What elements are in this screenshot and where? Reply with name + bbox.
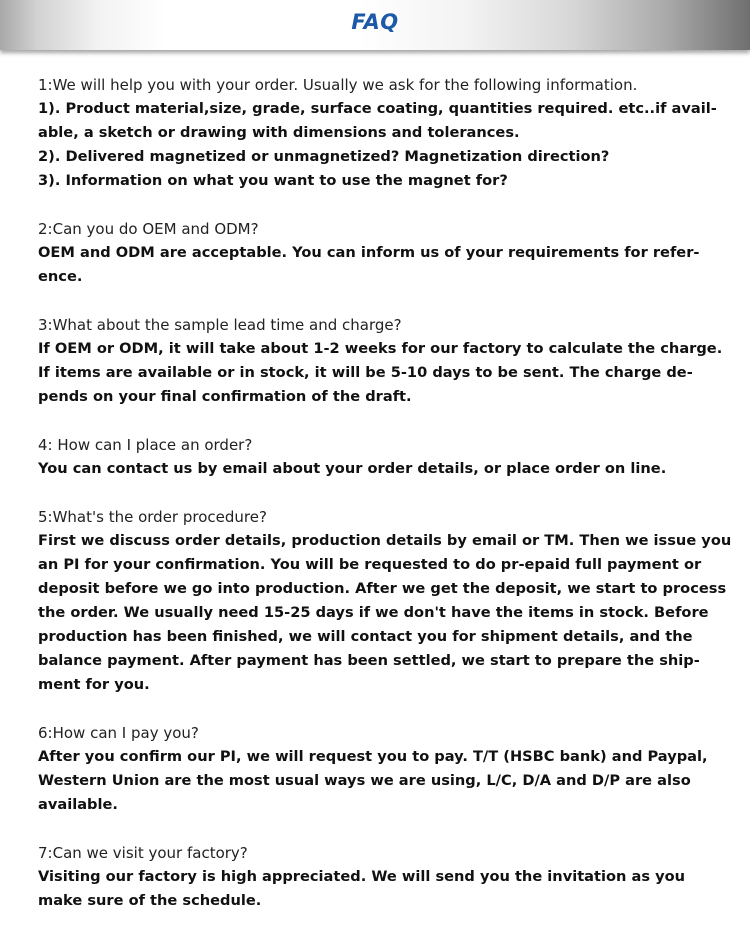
- faq-answer-line: an PI for your confirmation. You will be requested to do pr-epaid full payment or: [38, 556, 702, 573]
- faq-answer-line: ence.: [38, 268, 83, 285]
- faq-question: 1:We will help you with your order. Usually we ask for the following information.: [38, 76, 638, 94]
- faq-answer-line: the order. We usually need 15-25 days if we don't have the items in stock. Before: [38, 604, 709, 621]
- faq-answer-line: After you confirm our PI, we will request you to pay. T/T (HSBC bank) and Paypal,: [38, 748, 708, 765]
- faq-question: 7:Can we visit your factory?: [38, 844, 248, 862]
- faq-item-1: [38, 73, 718, 193]
- faq-item-4: [38, 433, 718, 481]
- faq-list: [38, 73, 732, 937]
- faq-answer-line: production has been finished, we will contact you for shipment details, and the: [38, 628, 693, 645]
- faq-answer-line: Western Union are the most usual ways we are using, L/C, D/A and D/P are also: [38, 772, 691, 789]
- faq-answer-line: Visiting our factory is high appreciated. We will send you the invitation as you: [38, 868, 686, 885]
- faq-answer-line: If items are available or in stock, it will be 5-10 days to be sent. The charge de-: [38, 364, 693, 381]
- faq-answer-line: 2). Delivered magnetized or unmagnetized? Magnetization direction?: [38, 148, 610, 165]
- faq-answer-line: If OEM or ODM, it will take about 1-2 weeks for our factory to calculate the charge.: [38, 340, 723, 357]
- faq-answer-line: You can contact us by email about your order details, or place order on line.: [38, 460, 667, 477]
- faq-question: 5:What's the order procedure?: [38, 508, 267, 526]
- faq-question: 6:How can I pay you?: [38, 724, 199, 742]
- faq-answer-line: able, a sketch or drawing with dimensions and tolerances.: [38, 124, 520, 141]
- faq-answer-line: OEM and ODM are acceptable. You can inform us of your requirements for refer-: [38, 244, 700, 261]
- faq-question: 4: How can I place an order?: [38, 436, 253, 454]
- faq-item-5: [38, 505, 732, 697]
- faq-answer-line: ment for you.: [38, 676, 150, 693]
- faq-answer-line: 3). Information on what you want to use the magnet for?: [38, 172, 508, 189]
- faq-question: 2:Can you do OEM and ODM?: [38, 220, 259, 238]
- faq-answer-line: balance payment. After payment has been settled, we start to prepare the ship-: [38, 652, 700, 669]
- faq-item-2: [38, 217, 718, 289]
- faq-item-3: [38, 313, 723, 409]
- faq-answer-line: available.: [38, 796, 118, 813]
- faq-answer-line: deposit before we go into production. After we get the deposit, we start to process: [38, 580, 727, 597]
- faq-item-6: [38, 721, 718, 817]
- faq-answer-line: 1). Product material,size, grade, surface coating, quantities required. etc..if avail-: [38, 100, 717, 117]
- faq-item-7: [38, 841, 718, 913]
- faq-header-bar: [0, 0, 750, 50]
- faq-answer-line: make sure of the schedule.: [38, 892, 262, 909]
- faq-answer-line: First we discuss order details, production details by email or TM. Then we issue you: [38, 532, 732, 549]
- faq-answer-line: pends on your final confirmation of the draft.: [38, 388, 412, 405]
- faq-question: 3:What about the sample lead time and charge?: [38, 316, 402, 334]
- page-title: FAQ: [351, 10, 399, 34]
